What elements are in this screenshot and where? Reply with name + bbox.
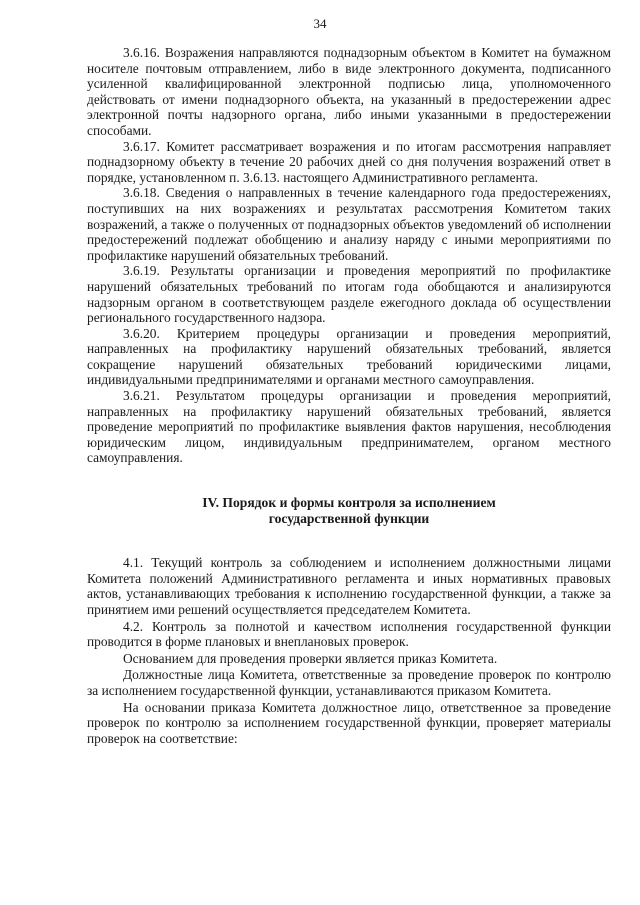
paragraph-3-6-16: 3.6.16. Возражения направляются поднадзорным объектом в Комитет на бумажном носителе почтовым отправлением, либо в виде электронного документа, подписанного усиленной квалифицированной электронной подписью лица, уполномоченного действовать от имени поднадзорного объекта, на указанный в предостережении адрес электронной почты надзорного органа, либо иными указанными в предостережении способами. (87, 45, 611, 138)
section-heading-line-1: IV. Порядок и формы контроля за исполнением (202, 495, 496, 511)
section-heading-line-2: государственной функции (268, 510, 430, 526)
paragraph-4-2: 4.2. Контроль за полнотой и качеством исполнения государственной функции проводится в форме плановых и внеплановых проверок. (87, 618, 611, 650)
page-number: 34 (313, 16, 327, 31)
paragraph-inspection-basis: Основанием для проведения проверки является приказ Комитета. (123, 650, 498, 666)
paragraph-3-6-21: 3.6.21. Результатом процедуры организации и проведения мероприятий, направленных на профилактику нарушений обязательных требований, является проведение мероприятий по профилактике выявления фактов нарушения, несоблюдения юридическим лицом, индивидуальным предпринимателем, органом местного самоуправления. (87, 388, 611, 466)
paragraph-responsible-officials: Должностные лица Комитета, ответственные за проведение проверок по контролю за исполнением государственной функции, устанавливаются приказом Комитета. (87, 667, 611, 698)
section-heading (87, 495, 611, 526)
paragraph-3-6-17: 3.6.17. Комитет рассматривает возражения и по итогам рассмотрения направляет поднадзорному объекту в течение 20 рабочих дней со дня получения возражений ответ в порядке, установленном п. 3.6.13. настоящего Административного регламента. (87, 138, 611, 185)
paragraph-3-6-20: 3.6.20. Критерием процедуры организации и проведения мероприятий, направленных на профилактику нарушений обязательных требований, является сокращение нарушений обязательных требований юридическими лицами, индивидуальными предпринимателями и органами местного самоуправления. (87, 325, 611, 388)
paragraph-3-6-19: 3.6.19. Результаты организации и проведения мероприятий по профилактике нарушений обязательных требований по итогам года обобщаются и анализируются надзорным органом в соответствующем разделе ежегодного доклада об осуществлении регионального государственного надзора. (87, 263, 611, 326)
document-body (87, 45, 611, 746)
paragraph-inspection-materials: На основании приказа Комитета должностное лицо, ответственное за проведение проверок по контролю за исполнением государственной функции, проверяет материалы проверок на соответствие: (87, 699, 611, 746)
paragraph-3-6-18: 3.6.18. Сведения о направленных в течение календарного года предостережениях, поступивших на них возражениях и результатах рассмотрения Комитетом таких возражений, а также о полученных от поднадзорных объектов уведомлений об исполнении предостережений подлежат обобщению и анализу наряду с иными мероприятиями по профилактике нарушений обязательных требований. (87, 185, 611, 263)
paragraph-4-1: 4.1. Текущий контроль за соблюдением и исполнением должностными лицами Комитета положений Административного регламента и иных нормативных правовых актов, устанавливающих требования к исполнению государственной функции, а также за принятием ими решений осуществляется председателем Комитета. (87, 555, 611, 617)
